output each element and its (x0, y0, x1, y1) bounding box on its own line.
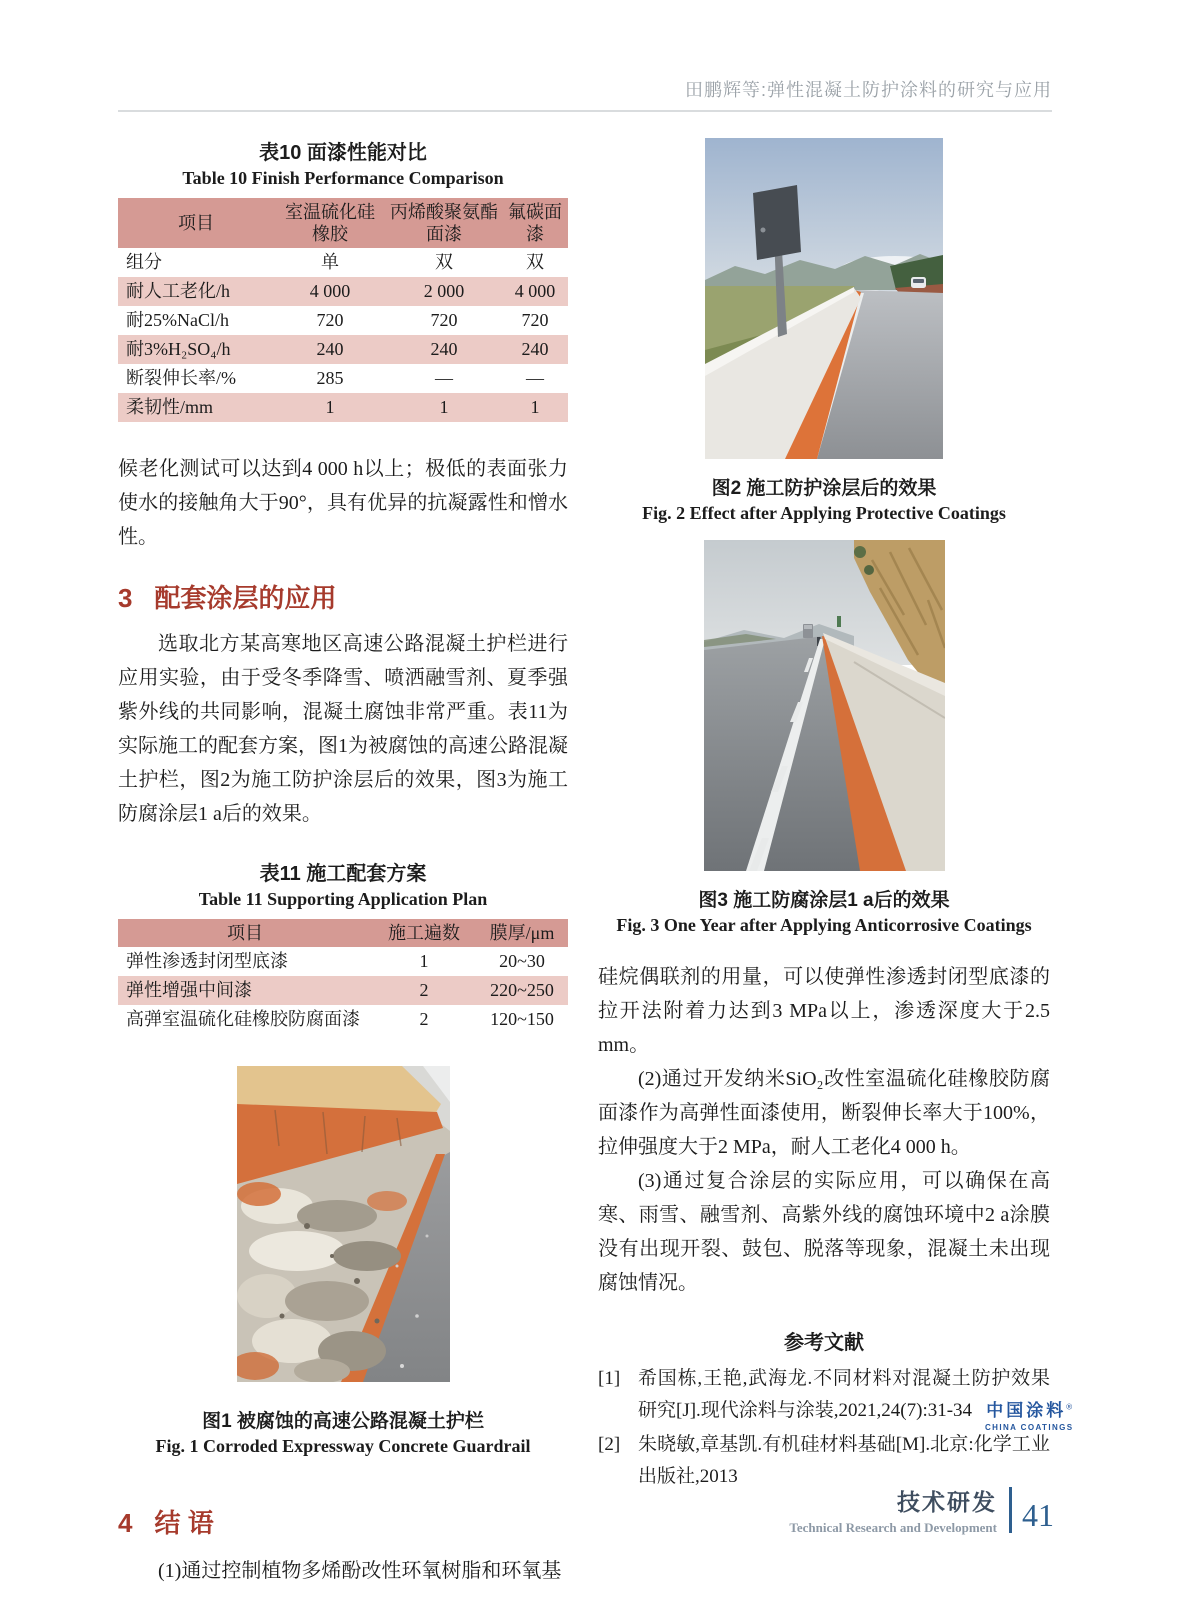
table11-cell: 20~30 (499, 951, 545, 971)
table-row (118, 976, 568, 1005)
table11-title-cn: 表11 施工配套方案 (259, 863, 427, 885)
table10-cell: 720 (316, 310, 344, 330)
table-row (118, 277, 568, 306)
figure1-caption-cn: 图1 被腐蚀的高速公路混凝土护栏 (202, 1411, 484, 1432)
table-row (118, 947, 568, 976)
table10-cell: 断裂伸长率/% (126, 368, 236, 388)
table10-cell: 耐25%NaCl/h (126, 310, 229, 330)
page-footer (789, 1484, 1054, 1536)
figure3-caption-cn: 图3 施工防腐涂层1 a后的效果 (698, 890, 950, 911)
references-list (598, 1363, 1050, 1493)
table10-cell: 双 (526, 252, 544, 272)
table10-cell: 240 (430, 339, 458, 359)
table11-cell: 220~250 (490, 980, 554, 1000)
table11-body (118, 947, 568, 1034)
reference-label: [1] (598, 1368, 621, 1389)
table11-col-header: 膜厚/μm (476, 919, 568, 947)
footer-divider-bar (1009, 1487, 1012, 1533)
table10-cell: 组分 (126, 252, 162, 272)
logo-cn-text: 中国涂料 (986, 1401, 1067, 1420)
figure2-caption-en: Fig. 2 Effect after Applying Protective Coatings (642, 503, 1006, 523)
table-row (118, 335, 568, 364)
table11-cell: 弹性渗透封闭型底漆 (126, 951, 288, 971)
table11-col-header: 施工遍数 (372, 919, 476, 947)
table10-cell: 柔韧性/mm (126, 397, 214, 417)
table11-cell: 1 (419, 951, 429, 971)
reference-label: [2] (598, 1434, 621, 1455)
running-head (118, 0, 1052, 112)
section3-heading (118, 578, 568, 615)
table-row (118, 248, 568, 277)
table11-cell: 2 (419, 980, 429, 1000)
table10-col-header: 项目 (118, 198, 274, 248)
section4-number: 4 (118, 1508, 133, 1538)
registered-mark: ® (1066, 1402, 1073, 1412)
figure2-caption-cn: 图2 施工防护涂层后的效果 (711, 478, 937, 499)
table11-cell: 120~150 (490, 1009, 554, 1029)
footer-section-cn: 技术研发 (897, 1489, 997, 1515)
reference-text: 希国栋,王艳,武海龙.不同材料对混凝土防护效果研究[J].现代涂料与涂装,2021,24(7):31-34 (638, 1368, 1050, 1421)
table-header-row (118, 919, 568, 947)
reference-text: 朱晓敏,章基凯.有机硅材料基础[M].北京:化学工业出版社,2013 (638, 1434, 1050, 1487)
table10-body (118, 248, 568, 422)
car (911, 277, 926, 288)
china-coatings-logo (985, 1396, 1074, 1432)
table-row (118, 364, 568, 393)
table11-title-en: Table 11 Supporting Application Plan (198, 889, 488, 909)
content-columns (118, 134, 1187, 1588)
table10-cell: 240 (316, 339, 344, 359)
table10-cell: 4 000 (309, 281, 351, 301)
table10-cell: 285 (316, 368, 344, 388)
table10-cell: — (435, 368, 453, 388)
table10-title-cn: 表10 面漆性能对比 (259, 142, 427, 164)
table10-col-header: 氟碳面漆 (502, 198, 568, 248)
table10-cell: 1 (530, 397, 540, 417)
section3-number: 3 (118, 583, 133, 613)
table10-cell: 4 000 (514, 281, 556, 301)
table11-cell: 弹性增强中间漆 (126, 980, 252, 1000)
table11-cell: 2 (419, 1009, 429, 1029)
right-column (598, 134, 1050, 1588)
table10-title-en: Table 10 Finish Performance Comparison (182, 168, 504, 188)
paragraph-silane: 硅烷偶联剂的用量，可以使弹性渗透封闭型底漆的拉开法附着力达到3 MPa以上，渗透深度大于2.5 mm。 (598, 966, 1050, 1056)
paragraph-conclusion2: (2)通过开发纳米SiO₂改性室温硫化硅橡胶防腐面漆作为高弹性面漆使用，断裂伸长率大于100%，拉伸强度大于2 MPa，耐人工老化4 000 h。 (598, 1068, 1050, 1158)
table10-cell: 240 (521, 339, 549, 359)
paragraph-conclusion3: (3)通过复合涂层的实际应用，可以确保在高寒、雨雪、融雪剂、高紫外线的腐蚀环境中2 a涂膜没有出现开裂、鼓包、脱落等现象，混凝土未出现腐蚀情况。 (598, 1170, 1050, 1294)
road-sign-small (837, 616, 841, 627)
table10-cell: 720 (430, 310, 458, 330)
table11-cell: 高弹室温硫化硅橡胶防腐面漆 (126, 1009, 360, 1029)
figure2 (598, 138, 1050, 459)
table11-head (118, 919, 568, 947)
figure3-caption-en: Fig. 3 One Year after Applying Anticorrosive Coatings (616, 915, 1032, 935)
logo-en-text: CHINA COATINGS (985, 1423, 1074, 1432)
table10-col-header: 丙烯酸聚氨酯面漆 (386, 198, 502, 248)
table10-cell: 2 000 (423, 281, 465, 301)
footer-section (789, 1484, 997, 1536)
table-row (118, 393, 568, 422)
table10-cell: 单 (321, 252, 339, 272)
paragraph-application: 选取北方某高寒地区高速公路混凝土护栏进行应用实验，由于受冬季降雪、喷洒融雪剂、夏季强紫外线的共同影响，混凝土腐蚀非常严重。表11为实际施工的配套方案，图1为被腐蚀的高速公路混凝土护栏，图2为施工防护涂层后的效果，图3为施工防腐涂层1 a后的效果。 (118, 633, 568, 825)
table10-cell: 双 (435, 252, 453, 272)
table11 (118, 919, 568, 1034)
table-row (118, 306, 568, 335)
references-heading: 参考文献 (784, 1332, 864, 1354)
table10-cell: 1 (325, 397, 335, 417)
figure1-photo (237, 1066, 450, 1382)
figure3-photo (704, 540, 945, 871)
table10-cell: 耐3%H₂SO₄/h (126, 339, 231, 359)
paragraph-conclusion1: (1)通过控制植物多烯酚改性环氧树脂和环氧基 (158, 1560, 562, 1582)
table10 (118, 198, 568, 422)
truck (803, 624, 813, 638)
reference-item (598, 1363, 1050, 1427)
left-column (118, 134, 568, 1588)
running-title: 田鹏辉等:弹性混凝土防护涂料的研究与应用 (685, 80, 1052, 100)
figure3 (598, 540, 1050, 871)
figure1-caption-en: Fig. 1 Corroded Expressway Concrete Guardrail (155, 1436, 531, 1456)
table10-cell: 耐人工老化/h (126, 281, 231, 301)
footer-section-en: Technical Research and Development (789, 1520, 997, 1535)
table10-col-header: 室温硫化硅橡胶 (274, 198, 386, 248)
figure2-photo (705, 138, 943, 459)
paragraph-weathering: 候老化测试可以达到4 000 h以上；极低的表面张力使水的接触角大于90°，具有优异的抗凝露性和憎水性。 (118, 458, 568, 548)
table10-cell: — (526, 368, 544, 388)
figure1 (118, 1066, 568, 1382)
table10-head (118, 198, 568, 248)
table11-col-header: 项目 (118, 919, 372, 947)
table-header-row (118, 198, 568, 248)
section4-heading (118, 1503, 568, 1540)
section3-title: 配套涂层的应用 (154, 583, 337, 613)
table10-cell: 1 (439, 397, 449, 417)
page-number: 41 (1022, 1496, 1054, 1533)
table-row (118, 1005, 568, 1034)
section4-title: 结 语 (154, 1508, 214, 1538)
table10-cell: 720 (521, 310, 549, 330)
